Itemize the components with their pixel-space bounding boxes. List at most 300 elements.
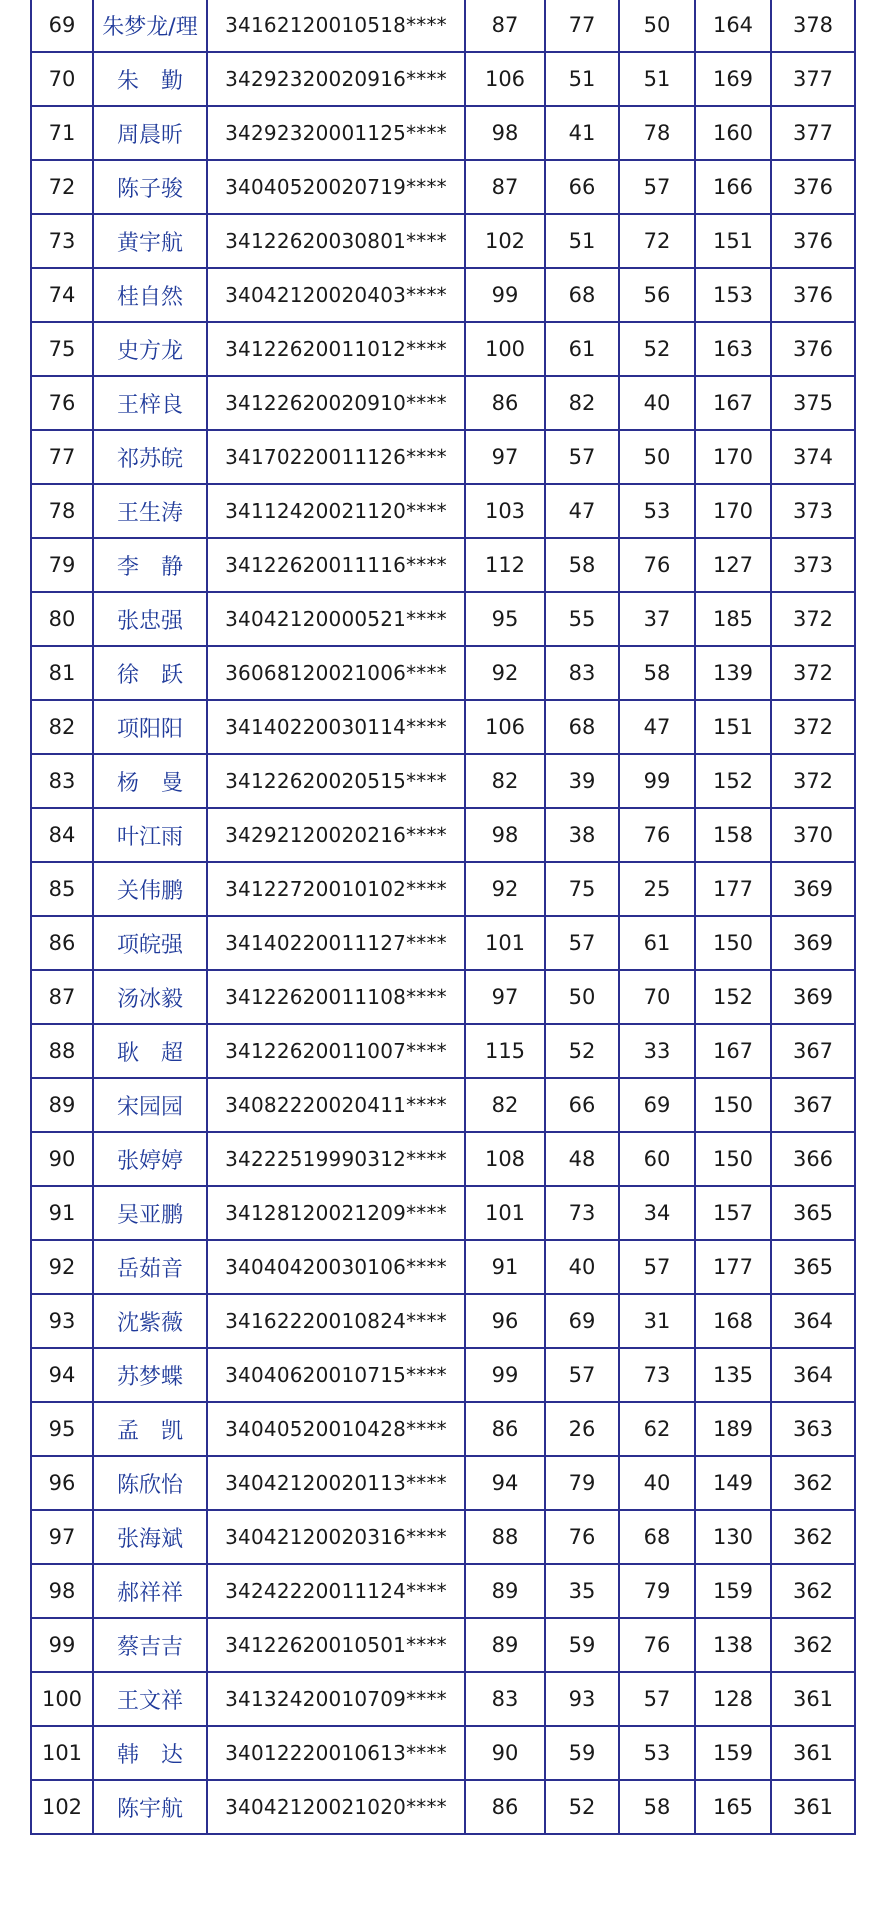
score-4-cell: 150 [695, 916, 771, 970]
score-2-cell: 57 [545, 1348, 619, 1402]
name-cell: 陈子骏 [93, 160, 207, 214]
rank-cell: 70 [31, 52, 93, 106]
table-row [31, 1348, 855, 1402]
rank-cell: 75 [31, 322, 93, 376]
score-4-cell: 170 [695, 430, 771, 484]
name-cell: 叶江雨 [93, 808, 207, 862]
table-row [31, 322, 855, 376]
name-cell: 蔡吉吉 [93, 1618, 207, 1672]
name-cell: 苏梦蝶 [93, 1348, 207, 1402]
id-number-cell: 34122720010102**** [207, 862, 465, 916]
name-cell: 耿 超 [93, 1024, 207, 1078]
score-2-cell: 57 [545, 916, 619, 970]
id-number-cell: 34292320020916**** [207, 52, 465, 106]
score-2-cell: 93 [545, 1672, 619, 1726]
score-1-cell: 82 [465, 1078, 545, 1132]
score-1-cell: 98 [465, 808, 545, 862]
id-number-cell: 34140220011127**** [207, 916, 465, 970]
score-1-cell: 83 [465, 1672, 545, 1726]
rank-cell: 100 [31, 1672, 93, 1726]
score-3-cell: 58 [619, 646, 695, 700]
rank-cell: 84 [31, 808, 93, 862]
score-1-cell: 86 [465, 376, 545, 430]
score-4-cell: 169 [695, 52, 771, 106]
score-1-cell: 86 [465, 1402, 545, 1456]
rank-cell: 81 [31, 646, 93, 700]
score-3-cell: 50 [619, 0, 695, 52]
total-score-cell: 361 [771, 1672, 855, 1726]
table-row [31, 1672, 855, 1726]
id-number-cell: 34170220011126**** [207, 430, 465, 484]
id-number-cell: 34042120000521**** [207, 592, 465, 646]
score-1-cell: 99 [465, 1348, 545, 1402]
score-1-cell: 101 [465, 1186, 545, 1240]
score-3-cell: 52 [619, 322, 695, 376]
name-cell: 孟 凯 [93, 1402, 207, 1456]
rank-cell: 101 [31, 1726, 93, 1780]
total-score-cell: 367 [771, 1024, 855, 1078]
score-1-cell: 102 [465, 214, 545, 268]
rank-cell: 85 [31, 862, 93, 916]
score-1-cell: 82 [465, 754, 545, 808]
name-cell: 项阳阳 [93, 700, 207, 754]
total-score-cell: 372 [771, 646, 855, 700]
score-2-cell: 79 [545, 1456, 619, 1510]
rank-cell: 92 [31, 1240, 93, 1294]
name-cell: 吴亚鹏 [93, 1186, 207, 1240]
score-4-cell: 159 [695, 1726, 771, 1780]
score-1-cell: 106 [465, 700, 545, 754]
score-3-cell: 40 [619, 1456, 695, 1510]
total-score-cell: 372 [771, 700, 855, 754]
id-number-cell: 34122620011116**** [207, 538, 465, 592]
score-4-cell: 185 [695, 592, 771, 646]
score-4-cell: 152 [695, 754, 771, 808]
score-2-cell: 55 [545, 592, 619, 646]
name-cell: 宋园园 [93, 1078, 207, 1132]
score-3-cell: 34 [619, 1186, 695, 1240]
score-4-cell: 153 [695, 268, 771, 322]
rank-cell: 95 [31, 1402, 93, 1456]
score-2-cell: 83 [545, 646, 619, 700]
score-3-cell: 57 [619, 1672, 695, 1726]
table-row [31, 1240, 855, 1294]
score-3-cell: 53 [619, 1726, 695, 1780]
total-score-cell: 370 [771, 808, 855, 862]
score-4-cell: 150 [695, 1078, 771, 1132]
table-row [31, 1402, 855, 1456]
rank-cell: 91 [31, 1186, 93, 1240]
table-row [31, 484, 855, 538]
name-cell: 郝祥祥 [93, 1564, 207, 1618]
rank-cell: 87 [31, 970, 93, 1024]
score-3-cell: 57 [619, 160, 695, 214]
total-score-cell: 369 [771, 970, 855, 1024]
id-number-cell: 34012220010613**** [207, 1726, 465, 1780]
score-1-cell: 92 [465, 862, 545, 916]
rank-cell: 71 [31, 106, 93, 160]
score-1-cell: 94 [465, 1456, 545, 1510]
name-cell: 史方龙 [93, 322, 207, 376]
table-row [31, 1186, 855, 1240]
rank-cell: 77 [31, 430, 93, 484]
name-cell: 陈宇航 [93, 1780, 207, 1834]
table-row [31, 376, 855, 430]
score-1-cell: 106 [465, 52, 545, 106]
table-row [31, 808, 855, 862]
id-number-cell: 34132420010709**** [207, 1672, 465, 1726]
table-row [31, 1726, 855, 1780]
score-1-cell: 96 [465, 1294, 545, 1348]
name-cell: 祁苏皖 [93, 430, 207, 484]
rank-cell: 98 [31, 1564, 93, 1618]
table-row [31, 430, 855, 484]
table-row [31, 1078, 855, 1132]
id-number-cell: 34042120021020**** [207, 1780, 465, 1834]
table-row [31, 52, 855, 106]
rank-cell: 69 [31, 0, 93, 52]
table-row [31, 862, 855, 916]
rank-cell: 86 [31, 916, 93, 970]
name-cell: 王梓良 [93, 376, 207, 430]
score-2-cell: 58 [545, 538, 619, 592]
id-number-cell: 34122620011007**** [207, 1024, 465, 1078]
score-4-cell: 150 [695, 1132, 771, 1186]
score-2-cell: 41 [545, 106, 619, 160]
score-2-cell: 73 [545, 1186, 619, 1240]
score-4-cell: 128 [695, 1672, 771, 1726]
name-cell: 桂自然 [93, 268, 207, 322]
total-score-cell: 366 [771, 1132, 855, 1186]
score-1-cell: 99 [465, 268, 545, 322]
rank-cell: 88 [31, 1024, 93, 1078]
score-1-cell: 89 [465, 1618, 545, 1672]
score-3-cell: 99 [619, 754, 695, 808]
score-table [30, 0, 856, 1835]
total-score-cell: 376 [771, 214, 855, 268]
score-1-cell: 89 [465, 1564, 545, 1618]
name-cell: 关伟鹏 [93, 862, 207, 916]
total-score-cell: 365 [771, 1240, 855, 1294]
id-number-cell: 34122620030801**** [207, 214, 465, 268]
score-1-cell: 101 [465, 916, 545, 970]
score-1-cell: 108 [465, 1132, 545, 1186]
score-2-cell: 66 [545, 1078, 619, 1132]
id-number-cell: 34112420021120**** [207, 484, 465, 538]
table-row [31, 1510, 855, 1564]
score-3-cell: 56 [619, 268, 695, 322]
score-2-cell: 75 [545, 862, 619, 916]
score-2-cell: 39 [545, 754, 619, 808]
score-1-cell: 98 [465, 106, 545, 160]
id-number-cell: 34040620010715**** [207, 1348, 465, 1402]
name-cell: 王文祥 [93, 1672, 207, 1726]
id-number-cell: 34222519990312**** [207, 1132, 465, 1186]
name-cell: 韩 达 [93, 1726, 207, 1780]
score-1-cell: 103 [465, 484, 545, 538]
score-2-cell: 47 [545, 484, 619, 538]
total-score-cell: 374 [771, 430, 855, 484]
name-cell: 岳茹音 [93, 1240, 207, 1294]
score-2-cell: 51 [545, 214, 619, 268]
total-score-cell: 363 [771, 1402, 855, 1456]
table-row [31, 754, 855, 808]
table-row [31, 646, 855, 700]
id-number-cell: 34242220011124**** [207, 1564, 465, 1618]
score-4-cell: 177 [695, 862, 771, 916]
score-3-cell: 33 [619, 1024, 695, 1078]
total-score-cell: 362 [771, 1456, 855, 1510]
id-number-cell: 34122620011012**** [207, 322, 465, 376]
table-row [31, 1780, 855, 1834]
table-row [31, 1456, 855, 1510]
score-1-cell: 86 [465, 1780, 545, 1834]
total-score-cell: 362 [771, 1618, 855, 1672]
name-cell: 陈欣怡 [93, 1456, 207, 1510]
total-score-cell: 369 [771, 862, 855, 916]
total-score-cell: 361 [771, 1780, 855, 1834]
score-2-cell: 38 [545, 808, 619, 862]
total-score-cell: 377 [771, 52, 855, 106]
name-cell: 朱梦龙/理 [93, 0, 207, 52]
table-row [31, 538, 855, 592]
score-3-cell: 60 [619, 1132, 695, 1186]
score-2-cell: 52 [545, 1780, 619, 1834]
score-3-cell: 40 [619, 376, 695, 430]
total-score-cell: 373 [771, 538, 855, 592]
name-cell: 王生涛 [93, 484, 207, 538]
score-1-cell: 87 [465, 0, 545, 52]
id-number-cell: 34292320001125**** [207, 106, 465, 160]
rank-cell: 79 [31, 538, 93, 592]
score-1-cell: 90 [465, 1726, 545, 1780]
score-2-cell: 82 [545, 376, 619, 430]
table-row [31, 160, 855, 214]
score-table-body [31, 0, 855, 1834]
score-3-cell: 72 [619, 214, 695, 268]
score-1-cell: 87 [465, 160, 545, 214]
score-4-cell: 163 [695, 322, 771, 376]
total-score-cell: 365 [771, 1186, 855, 1240]
rank-cell: 94 [31, 1348, 93, 1402]
score-3-cell: 61 [619, 916, 695, 970]
rank-cell: 76 [31, 376, 93, 430]
id-number-cell: 34140220030114**** [207, 700, 465, 754]
score-3-cell: 37 [619, 592, 695, 646]
total-score-cell: 367 [771, 1078, 855, 1132]
table-row [31, 1564, 855, 1618]
id-number-cell: 34082220020411**** [207, 1078, 465, 1132]
total-score-cell: 377 [771, 106, 855, 160]
table-row [31, 1132, 855, 1186]
score-3-cell: 25 [619, 862, 695, 916]
score-2-cell: 76 [545, 1510, 619, 1564]
rank-cell: 72 [31, 160, 93, 214]
name-cell: 徐 跃 [93, 646, 207, 700]
total-score-cell: 376 [771, 160, 855, 214]
id-number-cell: 36068120021006**** [207, 646, 465, 700]
score-3-cell: 76 [619, 1618, 695, 1672]
score-2-cell: 50 [545, 970, 619, 1024]
total-score-cell: 369 [771, 916, 855, 970]
rank-cell: 80 [31, 592, 93, 646]
score-4-cell: 160 [695, 106, 771, 160]
name-cell: 张忠强 [93, 592, 207, 646]
score-1-cell: 97 [465, 430, 545, 484]
score-3-cell: 50 [619, 430, 695, 484]
score-2-cell: 69 [545, 1294, 619, 1348]
score-4-cell: 130 [695, 1510, 771, 1564]
score-4-cell: 189 [695, 1402, 771, 1456]
rank-cell: 99 [31, 1618, 93, 1672]
id-number-cell: 34040420030106**** [207, 1240, 465, 1294]
name-cell: 周晨昕 [93, 106, 207, 160]
score-2-cell: 61 [545, 322, 619, 376]
score-2-cell: 40 [545, 1240, 619, 1294]
id-number-cell: 34040520020719**** [207, 160, 465, 214]
score-3-cell: 73 [619, 1348, 695, 1402]
score-2-cell: 26 [545, 1402, 619, 1456]
id-number-cell: 34122620011108**** [207, 970, 465, 1024]
total-score-cell: 372 [771, 592, 855, 646]
table-row [31, 106, 855, 160]
score-2-cell: 59 [545, 1618, 619, 1672]
score-1-cell: 92 [465, 646, 545, 700]
table-row [31, 268, 855, 322]
score-3-cell: 47 [619, 700, 695, 754]
score-3-cell: 78 [619, 106, 695, 160]
score-3-cell: 76 [619, 808, 695, 862]
total-score-cell: 372 [771, 754, 855, 808]
table-row [31, 592, 855, 646]
score-4-cell: 157 [695, 1186, 771, 1240]
rank-cell: 73 [31, 214, 93, 268]
score-3-cell: 31 [619, 1294, 695, 1348]
id-number-cell: 34122620010501**** [207, 1618, 465, 1672]
rank-cell: 78 [31, 484, 93, 538]
total-score-cell: 361 [771, 1726, 855, 1780]
rank-cell: 82 [31, 700, 93, 754]
name-cell: 汤冰毅 [93, 970, 207, 1024]
name-cell: 杨 曼 [93, 754, 207, 808]
score-2-cell: 51 [545, 52, 619, 106]
rank-cell: 90 [31, 1132, 93, 1186]
score-3-cell: 53 [619, 484, 695, 538]
id-number-cell: 34042120020113**** [207, 1456, 465, 1510]
score-3-cell: 69 [619, 1078, 695, 1132]
table-row [31, 0, 855, 52]
rank-cell: 83 [31, 754, 93, 808]
id-number-cell: 34042120020403**** [207, 268, 465, 322]
total-score-cell: 378 [771, 0, 855, 52]
score-4-cell: 152 [695, 970, 771, 1024]
score-2-cell: 59 [545, 1726, 619, 1780]
score-1-cell: 91 [465, 1240, 545, 1294]
total-score-cell: 376 [771, 322, 855, 376]
total-score-cell: 373 [771, 484, 855, 538]
score-4-cell: 139 [695, 646, 771, 700]
score-2-cell: 48 [545, 1132, 619, 1186]
score-4-cell: 167 [695, 376, 771, 430]
score-1-cell: 112 [465, 538, 545, 592]
score-2-cell: 52 [545, 1024, 619, 1078]
table-row [31, 1618, 855, 1672]
name-cell: 李 静 [93, 538, 207, 592]
table-row [31, 214, 855, 268]
score-4-cell: 166 [695, 160, 771, 214]
score-3-cell: 68 [619, 1510, 695, 1564]
score-4-cell: 170 [695, 484, 771, 538]
name-cell: 项皖强 [93, 916, 207, 970]
rank-cell: 93 [31, 1294, 93, 1348]
table-row [31, 970, 855, 1024]
rank-cell: 96 [31, 1456, 93, 1510]
score-1-cell: 95 [465, 592, 545, 646]
id-number-cell: 34162120010518**** [207, 0, 465, 52]
score-4-cell: 151 [695, 700, 771, 754]
score-4-cell: 149 [695, 1456, 771, 1510]
score-2-cell: 68 [545, 700, 619, 754]
score-4-cell: 167 [695, 1024, 771, 1078]
total-score-cell: 376 [771, 268, 855, 322]
score-2-cell: 35 [545, 1564, 619, 1618]
rank-cell: 89 [31, 1078, 93, 1132]
id-number-cell: 34042120020316**** [207, 1510, 465, 1564]
rank-cell: 102 [31, 1780, 93, 1834]
score-3-cell: 51 [619, 52, 695, 106]
score-3-cell: 70 [619, 970, 695, 1024]
score-4-cell: 158 [695, 808, 771, 862]
score-4-cell: 138 [695, 1618, 771, 1672]
rank-cell: 97 [31, 1510, 93, 1564]
id-number-cell: 34122620020910**** [207, 376, 465, 430]
score-4-cell: 151 [695, 214, 771, 268]
score-4-cell: 177 [695, 1240, 771, 1294]
score-2-cell: 77 [545, 0, 619, 52]
name-cell: 张海斌 [93, 1510, 207, 1564]
score-4-cell: 168 [695, 1294, 771, 1348]
id-number-cell: 34122620020515**** [207, 754, 465, 808]
score-1-cell: 97 [465, 970, 545, 1024]
name-cell: 黄宇航 [93, 214, 207, 268]
score-3-cell: 58 [619, 1780, 695, 1834]
score-2-cell: 66 [545, 160, 619, 214]
table-row [31, 1294, 855, 1348]
total-score-cell: 364 [771, 1294, 855, 1348]
score-2-cell: 68 [545, 268, 619, 322]
name-cell: 朱 勤 [93, 52, 207, 106]
table-row [31, 916, 855, 970]
id-number-cell: 34040520010428**** [207, 1402, 465, 1456]
score-1-cell: 115 [465, 1024, 545, 1078]
id-number-cell: 34162220010824**** [207, 1294, 465, 1348]
score-1-cell: 100 [465, 322, 545, 376]
id-number-cell: 34292120020216**** [207, 808, 465, 862]
total-score-cell: 362 [771, 1564, 855, 1618]
score-4-cell: 135 [695, 1348, 771, 1402]
id-number-cell: 34128120021209**** [207, 1186, 465, 1240]
score-3-cell: 62 [619, 1402, 695, 1456]
table-row [31, 700, 855, 754]
total-score-cell: 364 [771, 1348, 855, 1402]
score-3-cell: 76 [619, 538, 695, 592]
score-4-cell: 127 [695, 538, 771, 592]
total-score-cell: 362 [771, 1510, 855, 1564]
score-3-cell: 79 [619, 1564, 695, 1618]
score-4-cell: 164 [695, 0, 771, 52]
score-4-cell: 165 [695, 1780, 771, 1834]
name-cell: 张婷婷 [93, 1132, 207, 1186]
